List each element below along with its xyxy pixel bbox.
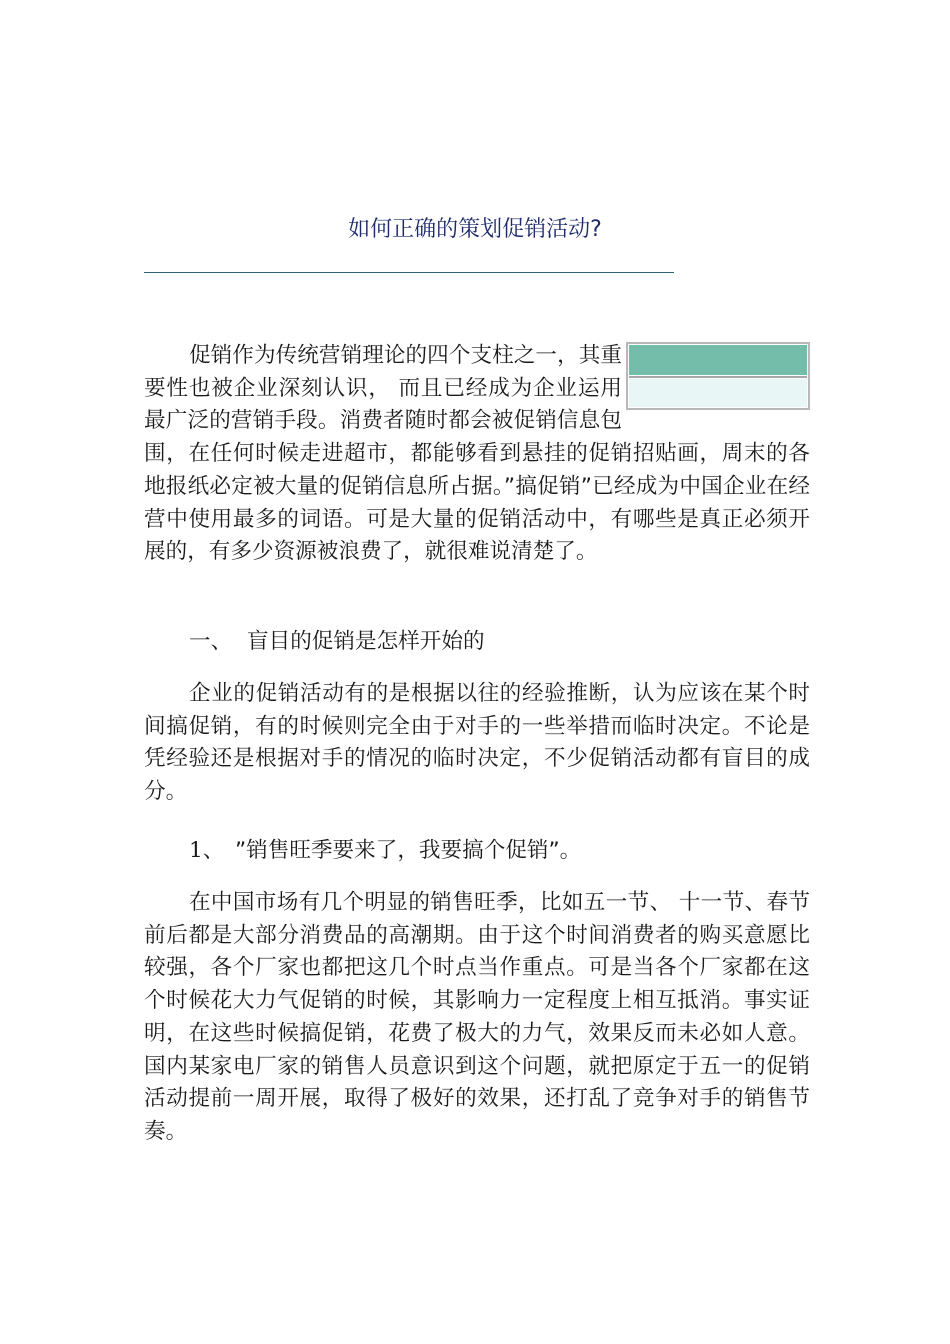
section-heading-text: 盲目的促销是怎样开始的: [247, 629, 485, 654]
document-title: 如何正确的策划促销活动?: [348, 217, 602, 242]
intro-paragraph-block: [144, 340, 810, 569]
table-frame: [626, 342, 810, 410]
table-header-row: [629, 345, 807, 375]
subsection-paragraph: 在中国市场有几个明显的销售旺季，比如五一节、 十一节、春节前后都是大部分消费品的高潮期。由于这个时间消费者的购买意愿比较强，各个厂家也都把这几个时点当作重点。可是当各个厂家都在这个时候花大力气促销的时候，其影响力一定程度上相互抵消。事实证明，在这些时候搞促销，花费了极大的力气，效果反而未必如人意。国内某家电厂家的销售人员意识到这个问题，就把原定于五一的促销活动提前一周开展，取得了极好的效果，还打乱了竞争对手的销售节奏。: [144, 890, 810, 1144]
subsection-heading: [189, 835, 581, 867]
subsection-number: 1、: [189, 838, 225, 863]
embedded-table-widget: [626, 342, 810, 408]
section-heading: [189, 626, 485, 658]
table-divider: [629, 376, 807, 378]
title-underline: [144, 272, 674, 273]
section-number: 一、: [189, 629, 233, 654]
table-body-row: [629, 379, 807, 407]
section-paragraph: 企业的促销活动有的是根据以往的经验推断，认为应该在某个时间搞促销，有的时候则完全由于对手的一些举措而临时决定。不论是凭经验还是根据对手的情况的临时决定，不少促销活动都有盲目的成分。: [144, 681, 810, 805]
subsection-heading-text: ”销售旺季要来了，我要搞个促销”。: [235, 838, 582, 863]
intro-paragraph: 促销作为传统营销理论的四个支柱之一，其重要性也被企业深刻认识， 而且已经成为企业运用最广泛的营销手段。消费者随时都会被促销信息包围，在任何时候走进超市，都能够看到悬挂的促销招贴画，周末的各地报纸必定被大量的促销信息所占据。”搞促销”已经成为中国企业在经营中使用最多的词语。可是大量的促销活动中，有哪些是真正必须开展的，有多少资源被浪费了，就很难说清楚了。: [144, 343, 810, 565]
